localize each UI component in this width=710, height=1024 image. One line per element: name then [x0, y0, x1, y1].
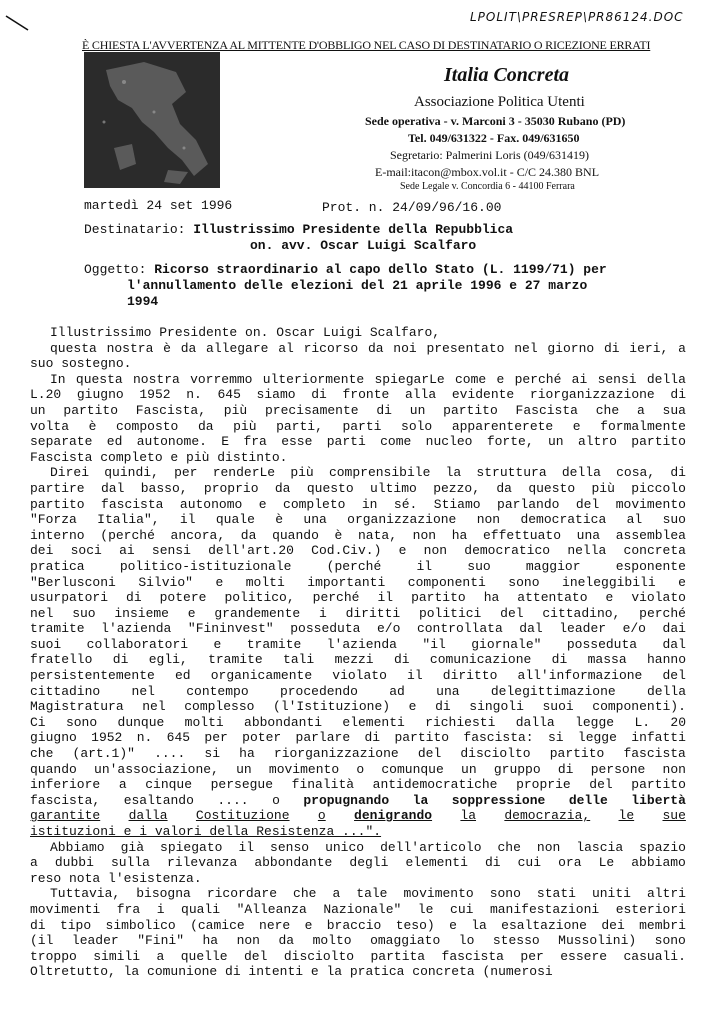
contact-phone-fax: Tel. 049/631322 - Fax. 049/631650: [408, 131, 580, 145]
body-line: Illustrissimo Presidente on. Oscar Luigi Scalfaro,: [50, 325, 441, 340]
italy-map-icon: [84, 52, 220, 188]
body-line: istituzioni e i valori della Resistenza ...".: [30, 824, 382, 839]
body-line: Direi quindi, per renderLe più comprensibile la struttura della cosa, di: [50, 465, 686, 481]
body-line: Abbiamo già spiegato il senso unico dell'articolo che non lascia spazio: [50, 839, 686, 855]
recipient-label: Destinatario:: [84, 222, 186, 237]
contact-legal-seat: Sede Legale v. Concordia 6 - 44100 Ferrara: [400, 181, 575, 192]
letter-body: [30, 325, 686, 980]
subject-block: [84, 262, 684, 310]
body-line: suoi collaboratori e tramite l'azienda "il giornale" posseduta dal: [30, 636, 686, 652]
body-line: troppo simili a quelle del disciolto partita fascista per essere casuali.: [30, 948, 686, 964]
recipient-line: [84, 222, 513, 237]
letter-date: martedì 24 set 1996: [84, 198, 233, 213]
body-line: Oltretutto, la comunione di intenti e la pratica concreta (numerosi: [30, 964, 553, 980]
body-line: (il leader "Fini" ha non da molto omaggiato lo stesso Mussolini) sono: [30, 933, 686, 949]
body-line: L.20 giugno 1952 n. 645 siamo di fronte alla evidente riorganizzazione di: [30, 387, 686, 403]
body-line: fratello di egli, tramite tali mezzi di comunicazione di massa hanno: [30, 652, 686, 668]
subject-line: Ricorso straordinario al capo dello Stato (L. 1199/71) per: [154, 262, 607, 277]
contact-secretary: Segretario: Palmerini Loris (049/631419): [390, 148, 589, 162]
recipient-name: Illustrissimo Presidente della Repubblica: [193, 222, 514, 237]
body-line: tramite l'azienda "Fininvest" posseduta e/o controllata dal leader e/o dai: [30, 621, 686, 637]
body-line: che (art.1)" .... si ha riorganizzazione del disciolto partito fascista: [30, 746, 686, 762]
body-line: pratica politico-istituzionale (perché il suo maggior esponente: [30, 558, 686, 574]
body-line: Magistratura nel complesso (l'Istituzione) e di singoli suoi componenti).: [30, 699, 686, 715]
body-line: questa nostra è da allegare al ricorso da noi presentato nel giorno di ieri, a: [50, 340, 686, 356]
org-name: Italia Concreta: [444, 64, 570, 86]
body-line: cittadino nel contempo procedendo ad una delegittimazione della: [30, 683, 686, 699]
forwarding-warning: È CHIESTA L'AVVERTENZA AL MITTENTE D'OBBLIGO NEL CASO DI DESTINATARIO O RICEZIONE ERRATI: [82, 38, 651, 52]
body-line: usurpatori di potere politico, perché il partito ha attentato e violato: [30, 590, 686, 606]
body-line: partire dal basso, proprio da questo ultimo pezzo, da questo più piccolo: [30, 480, 686, 496]
body-line: suo sostegno.: [30, 356, 132, 372]
body-line: "Forza Italia", il quale è una organizzazione non democratica al suo: [30, 512, 686, 528]
body-line: partito fascista autonomo e completo in sé. Stiamo parlando del movimento: [30, 496, 686, 512]
body-line: reso nota l'esistenza.: [30, 870, 202, 886]
body-line: persistentemente ed organicamente violato il diritto all'informazione del: [30, 668, 686, 684]
org-subtitle: Associazione Politica Utenti: [414, 94, 585, 110]
body-line: In questa nostra vorremmo ulteriormente spiegarLe come e perché ai sensi della: [50, 371, 686, 387]
body-line: "Berlusconi Silvio" e molti importanti componenti sono ineleggibili e: [30, 574, 686, 590]
body-line: a dubbi sulla rilevanza abbondante degli elementi di cui ora Le abbiamo: [30, 855, 686, 871]
body-line: inferiore a cinque persegue finalità antidemocratiche proprie del partito: [30, 777, 686, 793]
body-line: giugno 1952 n. 645 per poter parlare di partito fascista: si legge infatti: [30, 730, 686, 746]
pen-stroke-mark: [4, 14, 30, 32]
subject-label: Oggetto:: [84, 262, 147, 277]
body-line: nel suo insieme e grandemente i diritti politici del cittadino, perché: [30, 605, 686, 621]
body-line: quando un'associazione, un movimento o comunque un gruppo di persone non: [30, 761, 686, 777]
body-line: dei soci ai sensi dell'art.20 Cod.Civ.) e non democratico nella concreta: [30, 543, 686, 559]
protocol-number: Prot. n. 24/09/96/16.00: [322, 200, 502, 215]
subject-line: 1994: [127, 294, 159, 309]
body-line: volta è composto da più parti, parti solo apparenterete e formalmente: [30, 418, 686, 434]
body-line: garantite dalla Costituzione o denigrando la democrazia, le sue: [30, 808, 686, 824]
body-line: Ci sono dunque molti abbondanti elementi richiesti dalla legge L. 20: [30, 714, 686, 730]
body-line: movimenti fra i quali "Alleanza Nazionale" le cui manifestazioni esteriori: [30, 901, 686, 917]
contact-office: Sede operativa - v. Marconi 3 - 35030 Rubano (PD): [365, 114, 626, 128]
body-line: un partito Fascista, più precisamente di un partito Fascista che a sua: [30, 402, 686, 418]
body-line: separate ed autonome. E fra esse parti come nucleo forte, un altro partito: [30, 434, 686, 450]
body-line: interno (perché ancora, da quando è nata, non ha effettuato una assemblea: [30, 527, 686, 543]
recipient-title: on. avv. Oscar Luigi Scalfaro: [250, 238, 477, 253]
body-line: Tuttavia, bisogna ricordare che a tale movimento sono stati uniti altri: [50, 886, 686, 902]
body-line: fascista, esaltando .... o propugnando la soppressione delle libertà: [30, 792, 686, 808]
contact-email-account: E-mail:itacon@mbox.vol.it - C/C 24.380 BNL: [375, 165, 600, 179]
association-logo: [84, 52, 220, 188]
handwritten-file-path: LPOLIT\PRESREP\PR86124.DOC: [470, 10, 684, 24]
body-line: Fascista completo e più distinto.: [30, 449, 288, 465]
body-line: di tipo simbolico (camice nere e braccio teso) e la esaltazione dei membri: [30, 917, 686, 933]
subject-line: l'annullamento delle elezioni del 21 aprile 1996 e 27 marzo: [127, 278, 588, 293]
